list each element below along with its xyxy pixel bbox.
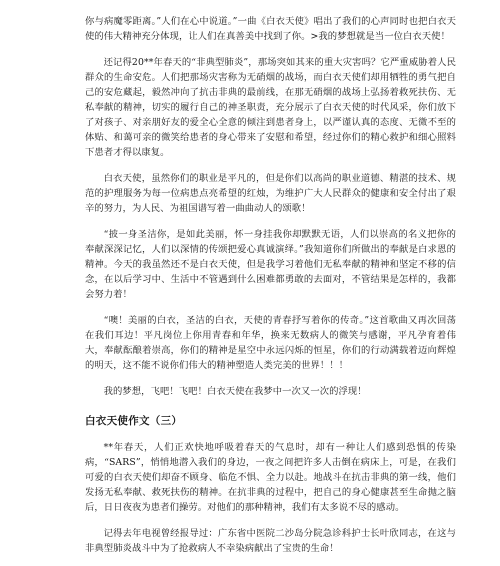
paragraph-8: 记得去年电视曾经报导过：广东省中医院二沙岛分院急诊科护士长叶欣同志，在这与非典型肺炎战斗中为了抢救病人不幸染病献出了宝贵的生命！ bbox=[85, 528, 456, 554]
paragraph-2: 还记得20**年春天的“非典型肺炎”，那场突如其来的重大灾害吗？它严重威胁着人民群众的生命安危。人们把那场灾害称为无硝烟的战场，而白衣天使们却用牺牲的勇气把自己的安危藏起，毅然冲向了抗击非典的最前线，在那无硝烟的战场上弘扬着救死扶伤、无私奉献的精神，切实的履行自己的神圣职责，充分展示了白衣天使的时代风采，你们放下了对孩子、对亲朋好友的爱全心全意的倾注到患者身上，以严谨认真的态度、无微不至的体贴、和蔼可亲的微笑给患者的身心带来了安慰和希望，经过你们的精心救护和细心照料下患者才得以康复。 bbox=[85, 57, 456, 158]
section-heading: 白衣天使作文（三） bbox=[85, 415, 183, 427]
paragraph-4: “披一身圣洁你，是如此美丽，怀一身挂我你却默默无语，人们以崇高的名义把你的奉献深深记忆，人们以深情的传颂把爱心真诚演绎。”我知道你们所做出的奉献是白求恩的精神。今天的我虽然还不是白衣天使，但是我学习着他们无私奉献的精神和坚定不移的信念，在以后学习中、生活中不管遇到什么困难都勇敢的去面对，不管结果是怎样的，我都会努力着！ bbox=[85, 229, 456, 300]
paragraph-7: **年春天，人们正欢快地呼吸着春天的气息时，却有一种让人们感到恐惧的传染病，“SARS”，悄悄地潜入我们的身边，一夜之间把许多人击倒在病床上，可是，在我们可爱的白衣天使们却奋不顾身、临危不惧、全力以赴。地战斗在抗击非典的第一线，他们发扬无私奉献、救死扶伤的精神。在抗非典的过程中，把自己的身心健康甚至生命抛之脑后，日日夜夜为患者们操劳。对他们的那种精神，我们有太多说不尽的感动。 bbox=[85, 442, 456, 513]
paragraph-1: 你与病魔零距离。”人们在心中说道。”一曲《白衣天使》唱出了我们的心声同时也把白衣天使的伟大精神充分体现，让人们在真善美中找到了你。>我的梦想就是当一位白衣天使！ bbox=[85, 16, 456, 42]
paragraph-3: 白衣天使，虽然你们的职业是平凡的，但是你们以高尚的职业道德、精湛的技术、规范的护理服务为每一位病患点亮希望的红烛，为维护广大人民群众的健康和安全付出了艰辛的努力，为人民、为祖国谱写着一曲曲动人的颂歌！ bbox=[85, 173, 456, 214]
paragraph-5: “噢！美丽的白衣，圣洁的白衣，天使的青春抒写着你的传奇。”这首歌曲又再次回荡在我们耳边！平凡岗位上你用青春和年华，换来无数病人的微笑与感谢，平凡孕育着伟大，奉献酝酿着崇高，你们的精神是星空中永远闪烁的恒星，你们的行动满载着迈向辉煌的明天，这不能不说你们伟大的精神塑造人类完美的世界！！！ bbox=[85, 315, 456, 371]
paragraph-6: 我的梦想，飞吧！飞吧！白衣天使在我梦中一次又一次的浮现！ bbox=[103, 386, 367, 397]
